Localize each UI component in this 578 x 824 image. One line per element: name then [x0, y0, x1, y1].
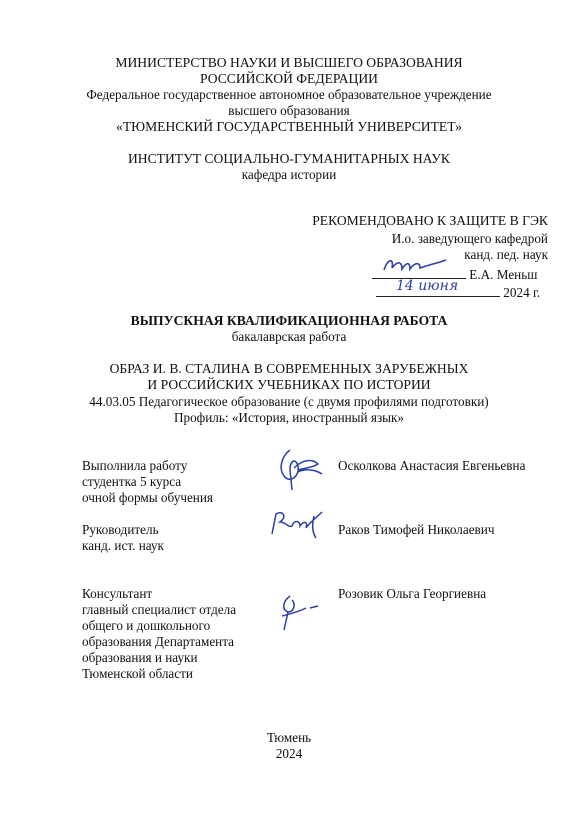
student-name: Осколкова Анастасия Евгеньевна	[338, 458, 526, 473]
approval-year: 2024 г.	[503, 285, 541, 300]
student-role: Выполнила работу студентка 5 курса очной формы обучения	[82, 458, 213, 505]
thesis-program: 44.03.05 Педагогическое образование (с двумя профилями подготовки)	[89, 394, 489, 409]
consultant-signature	[272, 590, 322, 634]
supervisor-role: Руководитель канд. ист. наук	[82, 522, 164, 553]
supervisor-signature	[266, 508, 328, 542]
consultant-name: Розовик Ольга Георгиевна	[338, 586, 487, 601]
thesis-profile: Профиль: «История, иностранный язык»	[173, 410, 405, 425]
supervisor-name: Раков Тимофей Николаевич	[338, 522, 495, 537]
thesis-level: бакалаврская работа	[231, 329, 347, 344]
student-signature	[268, 446, 328, 492]
approval-name: Е.А. Меньш	[469, 267, 538, 282]
handwritten-date: 14 июня	[396, 278, 459, 294]
approval-heading: РЕКОМЕНДОВАНО К ЗАЩИТЕ В ГЭК	[312, 213, 548, 228]
institute-name: ИНСТИТУТ СОЦИАЛЬНО-ГУМАНИТАРНЫХ НАУК	[127, 151, 450, 166]
signature-underline	[372, 264, 466, 279]
head-signature	[380, 254, 450, 276]
ministry-line-2: РОССИЙСКОЙ ФЕДЕРАЦИИ	[199, 71, 378, 86]
thesis-title	[0, 361, 578, 393]
institution-line-2: высшего образования	[228, 103, 350, 118]
ministry-line-1: МИНИСТЕРСТВО НАУКИ И ВЫСШЕГО ОБРАЗОВАНИЯ	[115, 55, 463, 70]
thesis-type: ВЫПУСКНАЯ КВАЛИФИКАЦИОННАЯ РАБОТА	[130, 313, 448, 328]
approval-date-line	[376, 278, 541, 301]
footer-city: Тюмень	[266, 730, 312, 745]
department-name: кафедра истории	[241, 167, 337, 182]
university-name: «ТЮМЕНСКИЙ ГОСУДАРСТВЕННЫЙ УНИВЕРСИТЕТ»	[116, 119, 462, 134]
footer-year: 2024	[275, 746, 303, 761]
consultant-role: Консультант главный специалист отдела общего и дошкольного образования Департамента образования и науки Тюменской области	[82, 586, 237, 681]
thesis-title-line-1: ОБРАЗ И. В. СТАЛИНА В СОВРЕМЕННЫХ ЗАРУБЕЖНЫХ	[109, 361, 469, 376]
approval-position-line-2: канд. пед. наук	[464, 247, 548, 262]
date-underline	[376, 278, 500, 297]
institution-block	[0, 87, 578, 119]
ministry-block	[0, 55, 578, 87]
thesis-title-line-2: И РОССИЙСКИХ УЧЕБНИКАХ ПО ИСТОРИИ	[147, 377, 431, 392]
institution-line-1: Федеральное государственное автономное образовательное учреждение	[86, 87, 492, 102]
approval-position-line-1: И.о. заведующего кафедрой	[391, 231, 548, 246]
